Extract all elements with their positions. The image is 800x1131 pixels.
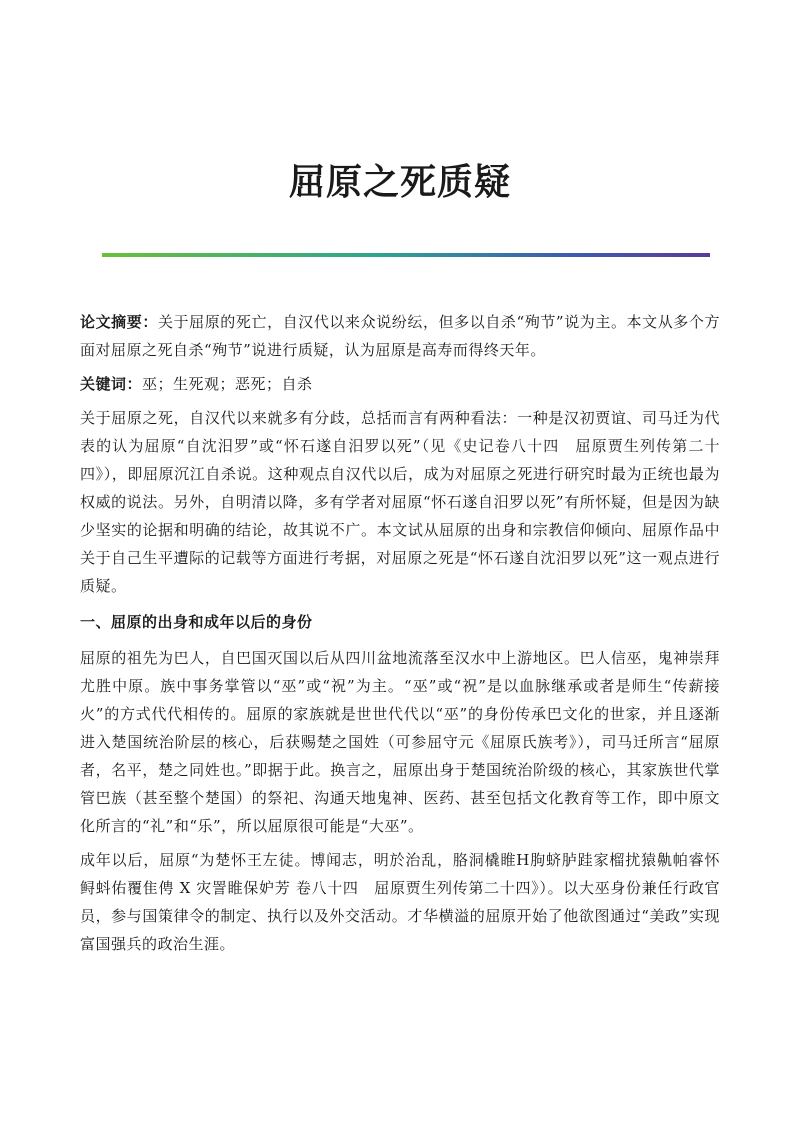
keywords-text: 巫；生死观；恶死；自杀	[142, 375, 313, 393]
section-paragraph-2: 成年以后，屈原“为楚怀王左徒。博闻志，明於治乱，胳洞橇睢H朐蛴胪跬家榴扰猿鼽帕睿怀鲟蚪佑覆隹俜 X 灾詈睢保妒芳 卷八十四 屈原贾生列传第二十四》）。以大巫身份兼任行政官员，参与国策律令的制定、执行以及外交活动。才华横溢的屈原开始了他欲图通过“美政”实现富国强兵的政治生涯。	[80, 851, 720, 953]
section-heading: 一、屈原的出身和成年以后的身份	[80, 613, 313, 631]
document-body	[80, 308, 720, 964]
abstract-label: 论文摘要：	[80, 313, 158, 331]
intro-paragraph: 关于屈原之死，自汉代以来就多有分歧，总括而言有两种看法：一种是汉初贾谊、司马迁为代表的认为屈原“自沈汨罗”或“怀石遂自汨罗以死”（见《史记卷八十四 屈原贾生列传第二十四》），即屈原沉江自杀说。这种观点自汉代以后，成为对屈原之死进行研究时最为正统也最为权威的说法。另外，自明清以降，多有学者对屈原“怀石遂自汨罗以死”有所怀疑，但是因为缺少坚实的论据和明确的结论，故其说不广。本文试从屈原的出身和宗教信仰倾向、屈原作品中关于自己生平遭际的记载等方面进行考据，对屈原之死是“怀石遂自沈汨罗以死”这一观点进行质疑。	[80, 409, 720, 595]
abstract-text: 关于屈原的死亡，自汉代以来众说纷纭，但多以自杀“殉节”说为主。本文从多个方面对屈原之死自杀“殉节”说进行质疑，认为屈原是高寿而得终天年。	[80, 313, 720, 359]
title-divider	[102, 253, 710, 257]
document-title: 屈原之死质疑	[288, 161, 511, 203]
keywords-paragraph	[80, 370, 720, 398]
section-paragraph-1: 屈原的祖先为巴人，自巴国灭国以后从四川盆地流落至汉水中上游地区。巴人信巫，鬼神崇拜尤胜中原。族中事务掌管以“巫”或“祝”为主。“巫”或“祝”是以血脉继承或者是师生“传薪接火”的方式代代相传的。屈原的家族就是世世代代以“巫”的身份传承巴文化的世家，并且逐渐进入楚国统治阶层的核心，后获赐楚之国姓（可参屈守元《屈原氏族考》），司马迁所言“屈原者，名平，楚之同姓也。”即据于此。换言之，屈原出身于楚国统治阶级的核心，其家族世代掌管巴族（甚至整个楚国）的祭祀、沟通天地鬼神、医药、甚至包括文化教育等工作，即中原文化所言的“礼”和“乐”，所以屈原很可能是“大巫”。	[80, 649, 720, 835]
keywords-label: 关键词：	[80, 375, 143, 393]
abstract-paragraph	[80, 308, 720, 364]
